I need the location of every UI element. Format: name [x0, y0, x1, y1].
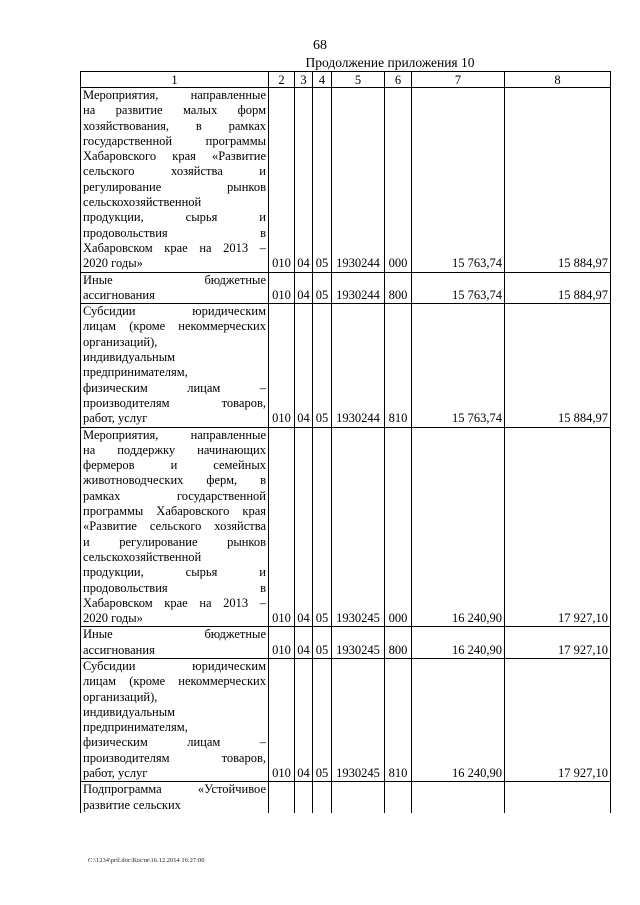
row-name-line: ассигнования [83, 287, 155, 302]
row-name-line: на развитие малых форм [83, 103, 266, 118]
column-header: 1 [81, 72, 269, 88]
row-name-line: продовольствия в [83, 580, 266, 595]
table-body [81, 88, 611, 813]
row-name-line: Субсидии юридическим [83, 304, 266, 319]
section-code-cell: 04 [295, 304, 313, 427]
amount-cell-1 [412, 782, 505, 813]
row-name-line: Хабаровском крае на 2013 – [83, 240, 266, 255]
amount-cell-2: 15 884,97 [505, 272, 611, 304]
row-name-line: физическим лицам – [83, 380, 266, 395]
row-name-line: производителям товаров, [83, 750, 266, 765]
admin-code-cell: 010 [269, 658, 295, 781]
row-name-line: предпринимателям, [83, 365, 188, 380]
expense-type-cell: 000 [385, 88, 412, 273]
subsection-code-cell: 05 [313, 658, 332, 781]
table-row [81, 304, 611, 427]
table-row [81, 427, 611, 627]
column-header: 3 [295, 72, 313, 88]
row-name-cell [81, 88, 269, 273]
amount-cell-2: 15 884,97 [505, 304, 611, 427]
target-code-cell [332, 782, 385, 813]
row-name-line: продовольствия в [83, 225, 266, 240]
row-name-line: предпринимателям, [83, 720, 188, 735]
amount-cell-2 [505, 782, 611, 813]
row-name-line: физическим лицам – [83, 735, 266, 750]
section-code-cell [295, 782, 313, 813]
expense-type-cell: 800 [385, 627, 412, 659]
amount-cell-1: 15 763,74 [412, 88, 505, 273]
row-name-line: работ, услуг [83, 766, 148, 781]
table-row [81, 272, 611, 304]
row-name-cell [81, 304, 269, 427]
expense-type-cell [385, 782, 412, 813]
row-name-line: ассигнования [83, 642, 155, 657]
subsection-code-cell: 05 [313, 627, 332, 659]
row-name-line: фермеров и семейных [83, 458, 266, 473]
admin-code-cell: 010 [269, 427, 295, 627]
subsection-code-cell: 05 [313, 88, 332, 273]
row-name-line: регулирование рынков [83, 179, 266, 194]
target-code-cell: 1930245 [332, 627, 385, 659]
row-name-line: продукции, сырья и [83, 565, 266, 580]
row-name-line: работ, услуг [83, 411, 148, 426]
row-name-line: рамках государственной [83, 488, 266, 503]
row-name-cell [81, 427, 269, 627]
row-name-line: продукции, сырья и [83, 210, 266, 225]
section-code-cell: 04 [295, 427, 313, 627]
row-name-line: развитие сельских [83, 797, 181, 812]
admin-code-cell [269, 782, 295, 813]
row-name-line: 2020 годы» [83, 256, 143, 271]
expense-type-cell: 810 [385, 304, 412, 427]
row-name-line: индивидуальным [83, 704, 176, 719]
header-row [81, 72, 611, 88]
admin-code-cell: 010 [269, 304, 295, 427]
row-name-line: сельскохозяйственной [83, 549, 202, 564]
column-header: 2 [269, 72, 295, 88]
table-row [81, 88, 611, 273]
admin-code-cell: 010 [269, 88, 295, 273]
amount-cell-1: 15 763,74 [412, 304, 505, 427]
amount-cell-1: 16 240,90 [412, 427, 505, 627]
row-name-line: Мероприятия, направленные [83, 427, 266, 442]
row-name-line: Подпрограмма «Устойчивое [83, 782, 266, 797]
row-name-line: сельскохозяйственной [83, 195, 202, 210]
amount-cell-1: 16 240,90 [412, 627, 505, 659]
column-header: 8 [505, 72, 611, 88]
target-code-cell: 1930244 [332, 272, 385, 304]
target-code-cell: 1930244 [332, 304, 385, 427]
row-name-cell [81, 272, 269, 304]
row-name-line: программы Хабаровского края [83, 504, 266, 519]
row-name-line: Субсидии юридическим [83, 658, 266, 673]
continuation-title: Продолжение приложения 10 [305, 55, 475, 70]
amount-cell-2: 17 927,10 [505, 427, 611, 627]
row-name-line: на поддержку начинающих [83, 442, 266, 457]
subsection-code-cell: 05 [313, 272, 332, 304]
row-name-line: хозяйствования, в рамках [83, 118, 266, 133]
target-code-cell: 1930245 [332, 658, 385, 781]
row-name-line: Хабаровского края «Развитие [83, 149, 266, 164]
section-code-cell: 04 [295, 627, 313, 659]
row-name-line: организаций), [83, 689, 158, 704]
admin-code-cell: 010 [269, 627, 295, 659]
subsection-code-cell: 05 [313, 304, 332, 427]
row-name-line: животноводческих ферм, в [83, 473, 266, 488]
row-name-line: производителям товаров, [83, 395, 266, 410]
row-name-line: Мероприятия, направленные [83, 88, 266, 102]
row-name-cell [81, 658, 269, 781]
row-name-line: 2020 годы» [83, 611, 143, 626]
amount-cell-1: 15 763,74 [412, 272, 505, 304]
row-name-line: и регулирование рынков [83, 534, 266, 549]
target-code-cell: 1930244 [332, 88, 385, 273]
row-name-line: лицам (кроме некоммерческих [83, 319, 266, 334]
expense-type-cell: 800 [385, 272, 412, 304]
table-row [81, 627, 611, 659]
subsection-code-cell: 05 [313, 427, 332, 627]
subsection-code-cell [313, 782, 332, 813]
table-row [81, 782, 611, 813]
footer-file-path: C:\1234\pril.doc\Костя\16.12.2014 16:27:00 [88, 857, 205, 864]
amount-cell-2: 17 927,10 [505, 658, 611, 781]
expense-type-cell: 000 [385, 427, 412, 627]
row-name-line: «Развитие сельского хозяйства [83, 519, 266, 534]
column-header: 7 [412, 72, 505, 88]
column-header: 4 [313, 72, 332, 88]
budget-table [80, 71, 611, 813]
row-name-line: Иные бюджетные [83, 272, 266, 287]
row-name-line: Иные бюджетные [83, 627, 266, 642]
expense-type-cell: 810 [385, 658, 412, 781]
column-header: 5 [332, 72, 385, 88]
table-row [81, 658, 611, 781]
row-name-line: организаций), [83, 334, 158, 349]
column-header: 6 [385, 72, 412, 88]
row-name-cell [81, 627, 269, 659]
amount-cell-2: 17 927,10 [505, 627, 611, 659]
target-code-cell: 1930245 [332, 427, 385, 627]
section-code-cell: 04 [295, 88, 313, 273]
section-code-cell: 04 [295, 658, 313, 781]
amount-cell-1: 16 240,90 [412, 658, 505, 781]
row-name-line: Хабаровском крае на 2013 – [83, 595, 266, 610]
section-code-cell: 04 [295, 272, 313, 304]
row-name-cell [81, 782, 269, 813]
row-name-line: сельского хозяйства и [83, 164, 266, 179]
row-name-line: индивидуальным [83, 350, 176, 365]
page-number: 68 [313, 38, 327, 53]
admin-code-cell: 010 [269, 272, 295, 304]
amount-cell-2: 15 884,97 [505, 88, 611, 273]
row-name-line: государственной программы [83, 133, 266, 148]
row-name-line: лицам (кроме некоммерческих [83, 674, 266, 689]
